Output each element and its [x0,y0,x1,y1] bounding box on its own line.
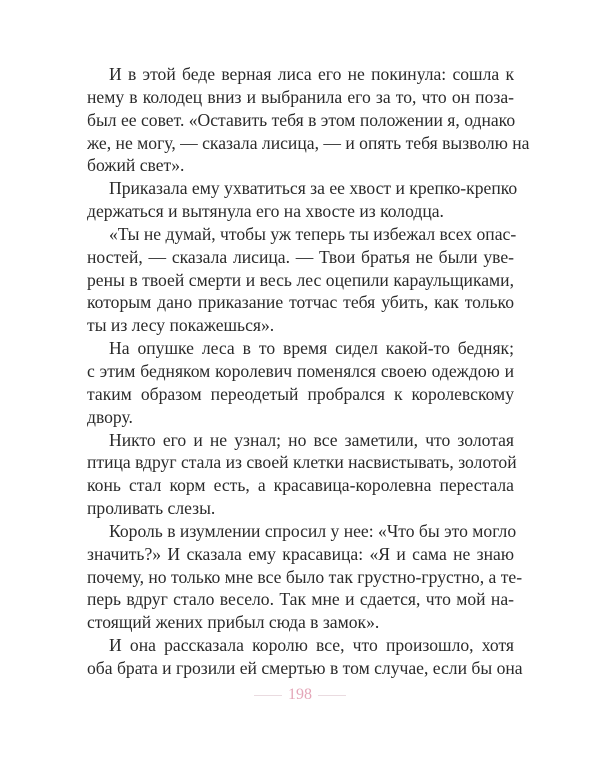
text-line: «Ты не думай, чтобы уж теперь ты избежал всех опас- [109,223,517,244]
text-line: Приказала ему ухватиться за ее хвост и крепко-крепко [109,178,518,199]
text-line: значить?» И сказала ему красавица: «Я и сама не знаю [87,543,514,564]
text-line: перь вдруг стало весело. Так мне и сдается, что мой на- [87,589,514,610]
text-line: И в этой беде верная лиса его не покинула: сошла к [109,64,514,84]
text-line: птица вдруг стала из своей клетки насвистывать, золотой [87,452,517,473]
text-line: двору. [87,406,133,427]
body-text [87,63,530,680]
text-line: конь стал корм есть, а красавица-королевна перестала [87,475,514,496]
text-line: был ее совет. «Оставить тебя в этом положении я, однако [87,109,516,130]
text-line: ты из лесу покажешься». [87,315,275,336]
text-line: божий свет». [87,155,185,176]
ornament-left [254,695,282,696]
text-line: с этим бедняком королевич поменялся своею одеждою и [87,360,514,381]
text-line: проливать слезы. [87,498,216,519]
text-line: На опушке леса в то время сидел какой-то бедняк; [109,338,514,359]
page-footer [0,686,600,704]
text-line: И она рассказала королю все, что произошло, хотя [109,635,514,656]
text-line: держаться и вытянула его на хвосте из колодца. [87,201,444,222]
text-line: рены в твоей смерти и весь лес оцепили караульщиками, [87,269,514,290]
text-line: оба брата и грозили ей смертью в том случае, если бы она [87,657,523,678]
text-line: же, не могу, — сказала лисица, — и опять тебя вызволю на [87,132,530,153]
text-line: которым дано приказание тотчас тебя убить, как только [87,292,514,313]
ornament-right [318,695,346,696]
text-line: ностей, — сказала лисица. — Твои братья не были уве- [87,246,514,267]
text-line: стоящий жених прибыл сюда в замок». [87,612,380,633]
text-line: почему, но только мне все было так грустно-грустно, а те- [87,566,523,587]
text-line: нему в колодец вниз и выбранила его за то, что он поза- [87,86,514,107]
text-line: таким образом переодетый пробрался к королевскому [87,383,514,404]
text-line: Никто его и не узнал; но все заметили, что золотая [109,429,514,450]
text-line: Король в изумлении спросил у нее: «Что бы это могло [109,520,517,541]
page-number: 198 [288,686,312,703]
